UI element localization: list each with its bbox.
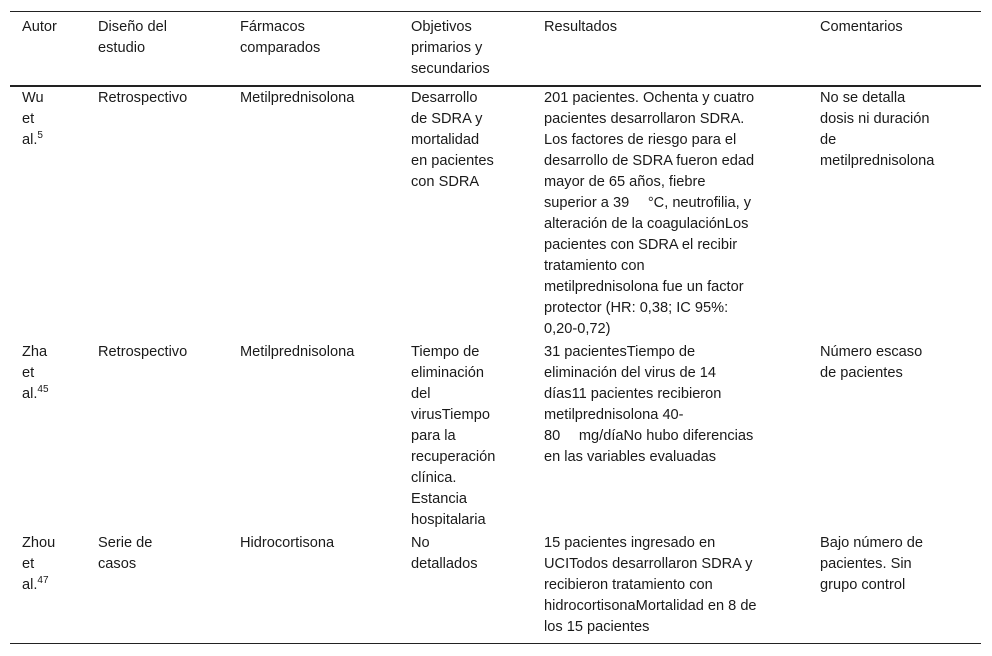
farmacos-cell: Hidrocortisona [240, 535, 335, 551]
autor-name: Wu et al. [22, 90, 44, 148]
header-farmacos: Fármacos comparados [240, 19, 321, 56]
table-top-rule [10, 11, 981, 12]
header-autor: Autor [22, 19, 57, 35]
comentarios-cell: No se detalla dosis ni duración de metilprednisolona [820, 90, 935, 169]
header-diseno: Diseño del estudio [98, 19, 167, 56]
table-bottom-rule [10, 643, 981, 644]
reference-number: 47 [37, 575, 49, 586]
reference-number: 45 [37, 384, 49, 395]
farmacos-cell: Metilprednisolona [240, 344, 355, 360]
header-comentarios: Comentarios [820, 19, 903, 35]
reference-number: 5 [37, 130, 43, 141]
autor-name: Zhou et al. [22, 535, 56, 593]
objetivos-cell: Tiempo de eliminación del virusTiempo para la recuperación clínica. Estancia hospitalaria [411, 344, 496, 528]
diseno-cell: Retrospectivo [98, 90, 188, 106]
autor-cell [22, 88, 82, 151]
diseno-cell: Serie de casos [98, 535, 153, 572]
resultados-cell: 201 pacientes. Ochenta y cuatro pacientes desarrollaron SDRA. Los factores de riesgo para el desarrollo de SDRA fueron edad mayor de 65 años, fiebre superior a 39 °C, neutrofilia, y alteración de la coagulaciónLos pacientes con SDRA el recibir tratamiento con metilprednisolona fue un factor protector (HR: 0,38; IC 95%: 0,20-0,72) [544, 90, 755, 337]
autor-cell [22, 342, 82, 405]
resultados-cell: 15 pacientes ingresado en UCITodos desarrollaron SDRA y recibieron tratamiento con hidrocortisonaMortalidad en 8 de los 15 pacientes [544, 535, 757, 635]
header-resultados: Resultados [544, 19, 618, 35]
comentarios-cell: Bajo número de pacientes. Sin grupo control [820, 535, 924, 593]
header-bottom-rule [10, 85, 981, 87]
objetivos-cell: Desarrollo de SDRA y mortalidad en pacientes con SDRA [411, 90, 494, 190]
autor-cell [22, 533, 82, 596]
comentarios-cell: Número escaso de pacientes [820, 344, 923, 381]
autor-name: Zha et al. [22, 344, 48, 402]
objetivos-cell: No detallados [411, 535, 478, 572]
resultados-cell: 31 pacientesTiempo de eliminación del virus de 14 días11 pacientes recibieron metilprednisolona 40- 80 mg/díaNo hubo diferencias en las variables evaluadas [544, 344, 754, 465]
farmacos-cell: Metilprednisolona [240, 90, 355, 106]
header-objetivos: Objetivos primarios y secundarios [411, 19, 490, 77]
diseno-cell: Retrospectivo [98, 344, 188, 360]
